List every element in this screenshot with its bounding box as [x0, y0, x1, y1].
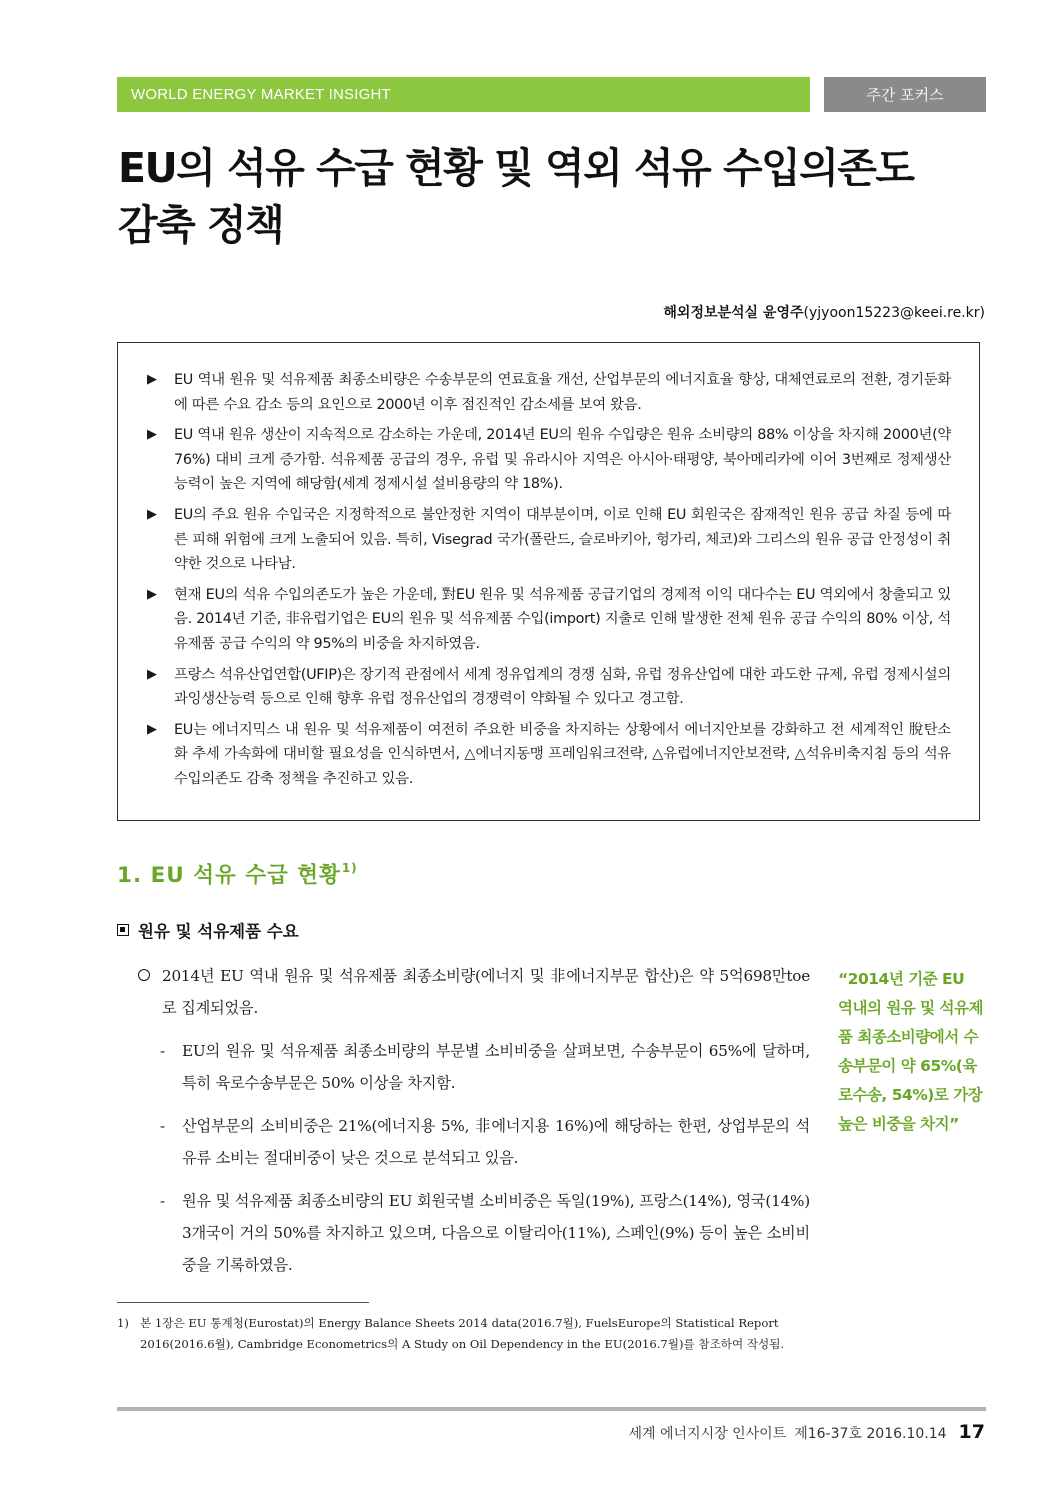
body-sub-item-text: 산업부문의 소비비중은 21%(에너지용 5%, 非에너지용 16%)에 해당하는 한편, 상업부문의 석유류 소비는 절대비중이 낮은 것으로 분석되고 있음. [182, 1117, 810, 1167]
body-sub-item [138, 1185, 810, 1281]
summary-item [147, 503, 951, 577]
summary-item-text: 프랑스 석유산업연합(UFIP)은 장기적 관점에서 세계 정유업계의 경쟁 심화, 유럽 정유산업에 대한 과도한 규제, 유럽 정제시설의 과잉생산능력 등으로 인해 향후 유럽 정유산업의 경쟁력이 약화될 수 있다고 경고함. [174, 666, 951, 708]
dash-bullet: - [160, 1042, 165, 1060]
title-line-1: EU의 석유 수급 현황 및 역외 석유 수입의존도 [118, 144, 914, 192]
circle-bullet-icon [138, 969, 150, 981]
summary-item [147, 718, 951, 792]
dash-bullet: - [160, 1192, 165, 1210]
author-name: 해외정보분석실 윤영주 [663, 305, 804, 321]
author-info [663, 302, 985, 322]
section-tag-text: 주간 포커스 [866, 86, 944, 104]
body-sub-item [138, 1035, 810, 1099]
triangle-bullet-icon: ▶ [147, 506, 157, 522]
title-line-2: 감축 정책 [118, 201, 284, 249]
triangle-bullet-icon: ▶ [147, 372, 157, 387]
subheading-text: 원유 및 석유제품 수요 [138, 922, 299, 941]
summary-item [147, 368, 951, 417]
triangle-bullet-icon: ▶ [147, 666, 157, 682]
summary-box [117, 342, 980, 821]
summary-item [147, 663, 951, 712]
footer-divider [117, 1407, 986, 1411]
section-tag [824, 77, 986, 112]
footnote-number: 1) [117, 1316, 129, 1330]
page-title [118, 140, 998, 254]
header-banner [117, 77, 810, 112]
publication-name: 세계 에너지시장 인사이트 [628, 1426, 787, 1442]
summary-item-text: EU 역내 원유 및 석유제품 최종소비량은 수송부문의 연료효율 개선, 산업부문의 에너지효율 향상, 대체연료로의 전환, 경기둔화에 따른 수요 감소 등의 요인으로 2000년 이후 점진적인 감소세를 보여 왔음. [174, 372, 951, 413]
summary-item-text: EU의 주요 원유 수입국은 지정학적으로 불안정한 지역이 대부분이며, 이로 인해 EU 회원국은 잠재적인 원유 공급 차질 등에 따른 피해 위험에 크게 노출되어 있음. 특히, Visegrad 국가(폴란드, 슬로바키아, 헝가리, 체코)와 그리스의 원유 공급 안정성이 취약한 것으로 나타남. [174, 506, 951, 573]
body-paragraph-text: 2014년 EU 역내 원유 및 석유제품 최종소비량(에너지 및 非에너지부문 합산)은 약 5억698만toe로 집계되었음. [162, 967, 810, 1017]
triangle-bullet-icon: ▶ [147, 721, 157, 737]
pull-quote: “2014년 기준 EU 역내의 원유 및 석유제품 최종소비량에서 수송부문이 약 65%(육로수송, 54%)로 가장 높은 비중을 차지” [838, 970, 983, 1133]
issue-info: 제16-37호 2016.10.14 [794, 1426, 947, 1442]
summary-item-text: 현재 EU의 석유 수입의존도가 높은 가운데, 對EU 원유 및 석유제품 공급기업의 경제적 이익 대다수는 EU 역외에서 창출되고 있음. 2014년 기준, 非유럽기업은 EU의 원유 및 석유제품 수입(import) 지출로 인해 발생한 전체 원유 공급 수익의 80% 이상, 석유제품 공급 수익의 약 95%의 비중을 차지하였음. [174, 586, 951, 652]
page-footer [629, 1421, 985, 1443]
body-text [138, 960, 810, 1281]
footnote-divider [117, 1302, 369, 1303]
footnote [117, 1313, 810, 1355]
summary-item-text: EU는 에너지믹스 내 원유 및 석유제품이 여전히 주요한 비중을 차지하는 상황에서 에너지안보를 강화하고 전 세계적인 脫탄소화 추세 가속화에 대비할 필요성을 인식하면서, △에너지동맹 프레임워크전략, △유럽에너지안보전략, △석유비축지침 등의 석유 수입의존도 감축 정책을 추진하고 있음. [174, 721, 951, 787]
section-heading [117, 858, 358, 889]
square-bullet-icon [117, 924, 129, 936]
summary-item-text: EU 역내 원유 생산이 지속적으로 감소하는 가운데, 2014년 EU의 원유 수입량은 원유 소비량의 88% 이상을 차지해 2000년(약 76%) 대비 크게 증가함. 석유제품 공급의 경우, 유럽 및 유라시아 지역은 아시아·태평양, 북아메리카에 이어 3번째로 정제생산능력이 높은 지역에 해당함(세계 정제시설 설비용량의 약 18%). [174, 427, 951, 493]
body-sub-item-text: 원유 및 석유제품 최종소비량의 EU 회원국별 소비비중은 독일(19%), 프랑스(14%), 영국(14%) 3개국이 거의 50%를 차지하고 있으며, 다음으로 이탈리아(11%), 스페인(9%) 등이 높은 소비비중을 기록하였음. [182, 1192, 810, 1274]
subheading [117, 918, 299, 942]
author-email: (yjyoon15223@keei.re.kr) [803, 305, 985, 321]
body-paragraph [138, 960, 810, 1024]
footnote-ref[interactable]: 1) [341, 861, 358, 875]
body-sub-item [138, 1110, 810, 1174]
page-number: 17 [958, 1421, 985, 1443]
header-banner-text: WORLD ENERGY MARKET INSIGHT [131, 86, 391, 103]
triangle-bullet-icon: ▶ [147, 586, 157, 602]
dash-bullet: - [160, 1117, 165, 1135]
body-sub-item-text: EU의 원유 및 석유제품 최종소비량의 부문별 소비비중을 살펴보면, 수송부문이 65%에 달하며, 특히 육로수송부문은 50% 이상을 차지함. [182, 1042, 810, 1092]
section-heading-text: 1. EU 석유 수급 현황 [117, 863, 341, 888]
summary-item [147, 423, 951, 497]
summary-item [147, 583, 951, 657]
footnote-text: 본 1장은 EU 통계청(Eurostat)의 Energy Balance Sheets 2014 data(2016.7월), FuelsEurope의 Statistical Report 2016(2016.6월), Cambridge Econometrics의 A Study on Oil Dependency in the EU(2016.7월)를 참조하여 작성됨. [140, 1316, 785, 1351]
triangle-bullet-icon: ▶ [147, 427, 157, 443]
